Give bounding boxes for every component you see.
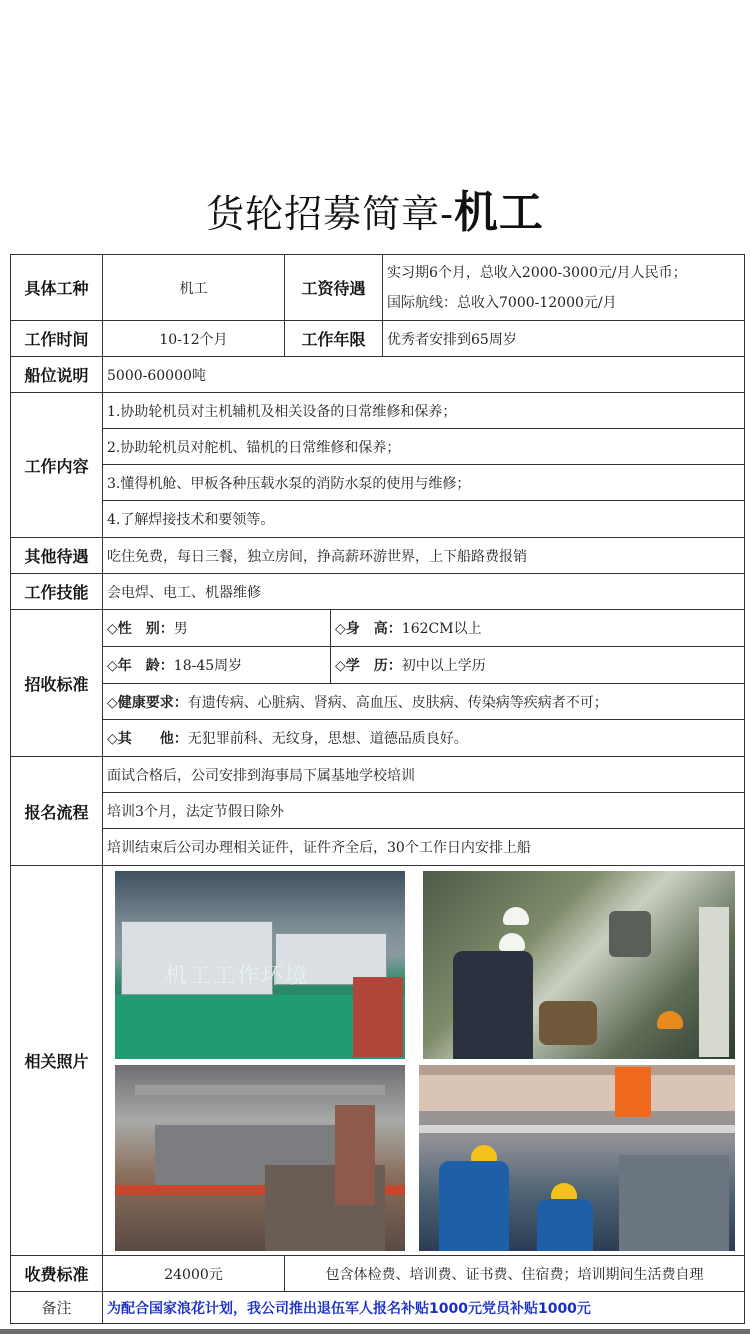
gender-value: 男: [173, 621, 188, 637]
years-value: 优秀者安排到65周岁: [383, 321, 745, 357]
content-label: 工作内容: [11, 393, 103, 538]
criteria-block: [103, 610, 745, 757]
photo-grid: [103, 867, 735, 1255]
gender-label: ◇性 别：: [107, 621, 174, 637]
age-value: 18-45周岁: [173, 658, 243, 674]
criteria-row-2: [103, 647, 744, 684]
height-label: ◇身 高：: [335, 621, 402, 637]
ship-value: 5000-60000吨: [103, 357, 745, 393]
wage-value: [383, 255, 745, 321]
process-list: [103, 757, 745, 866]
content-item-4: 4.了解焊接技术和要领等。: [107, 512, 275, 528]
photo-workers-engine: [419, 1065, 735, 1251]
process-item-1: 面试合格后，公司安排到海事局下属基地学校培训: [103, 757, 744, 793]
bottom-bar: [0, 1329, 750, 1334]
page-title: [0, 176, 750, 240]
content-list: [103, 393, 745, 538]
ship-label: 船位说明: [11, 357, 103, 393]
title-accent: 机工: [453, 187, 544, 238]
content-item-2: 2.协助轮机员对舵机、锚机的日常维修和保养；: [103, 429, 744, 465]
criteria-label: 招收标准: [11, 610, 103, 757]
health-value: 有遗传病、心脏病、肾病、高血压、皮肤病、传染病等疾病者不可；: [187, 694, 608, 711]
process-label: 报名流程: [11, 757, 103, 866]
time-value: 10-12个月: [103, 321, 285, 357]
wage-label: 工资待遇: [285, 255, 383, 321]
edu-cell: [331, 647, 490, 683]
wage-line-1: 实习期6个月，总收入2000-3000元/月人民币；: [387, 264, 687, 281]
content-item-3: 3.懂得机舱、甲板各种压载水泵的消防水泵的使用与维修；: [103, 465, 744, 501]
recruitment-table: [10, 254, 745, 1324]
photos-cell: [103, 866, 745, 1256]
title-main: 货轮招募简章-: [206, 192, 454, 236]
process-item-2: 培训3个月，法定节假日除外: [103, 793, 744, 829]
criteria-row-1: [103, 610, 744, 647]
health-row: [103, 684, 744, 720]
skills-label: 工作技能: [11, 574, 103, 610]
time-label: 工作时间: [11, 321, 103, 357]
other-row: [103, 720, 744, 756]
years-label: 工作年限: [285, 321, 383, 357]
wage-line-2: 国际航线：总收入7000-12000元/月: [387, 294, 617, 311]
photo-workers-hoist: [423, 871, 735, 1059]
content-item-1: 1.协助轮机员对主机辅机及相关设备的日常维修和保养；: [103, 393, 744, 429]
benefits-value: 吃住免费，每日三餐，独立房间，挣高薪环游世界，上下船路费报销: [103, 538, 745, 574]
remark-label: 备注: [11, 1292, 103, 1324]
photo-overlay-text: 机工工作环境: [165, 963, 310, 989]
skills-value: 会电焊、电工、机器维修: [103, 574, 745, 610]
edu-label: ◇学 历：: [335, 658, 402, 674]
age-label: ◇年 龄：: [107, 658, 174, 674]
job-label: 具体工种: [11, 255, 103, 321]
edu-value: 初中以上学历: [401, 658, 486, 674]
photo-control-room: [115, 871, 405, 1059]
age-cell: [103, 647, 331, 683]
photos-label: 相关照片: [11, 866, 103, 1256]
health-label: ◇健康要求：: [107, 694, 188, 711]
process-item-3: 培训结束后公司办理相关证件，证件齐全后，30个工作日内安排上船: [107, 840, 531, 856]
other-label: ◇其 他：: [107, 731, 188, 747]
fee-desc: 包含体检费、培训费、证书费、住宿费；培训期间生活费自理: [285, 1256, 745, 1292]
fee-amount: 24000元: [103, 1256, 285, 1292]
photo-engine-room: [115, 1065, 405, 1251]
remark-value: 为配合国家浪花计划，我公司推出退伍军人报名补贴1000元党员补贴1000元: [103, 1292, 745, 1324]
benefits-label: 其他待遇: [11, 538, 103, 574]
gender-cell: [103, 610, 331, 646]
height-value: 162CM以上: [401, 621, 482, 637]
height-cell: [331, 610, 486, 646]
fee-label: 收费标准: [11, 1256, 103, 1292]
job-value: 机工: [103, 255, 285, 321]
other-value: 无犯罪前科、无纹身，思想、道德品质良好。: [187, 731, 468, 747]
